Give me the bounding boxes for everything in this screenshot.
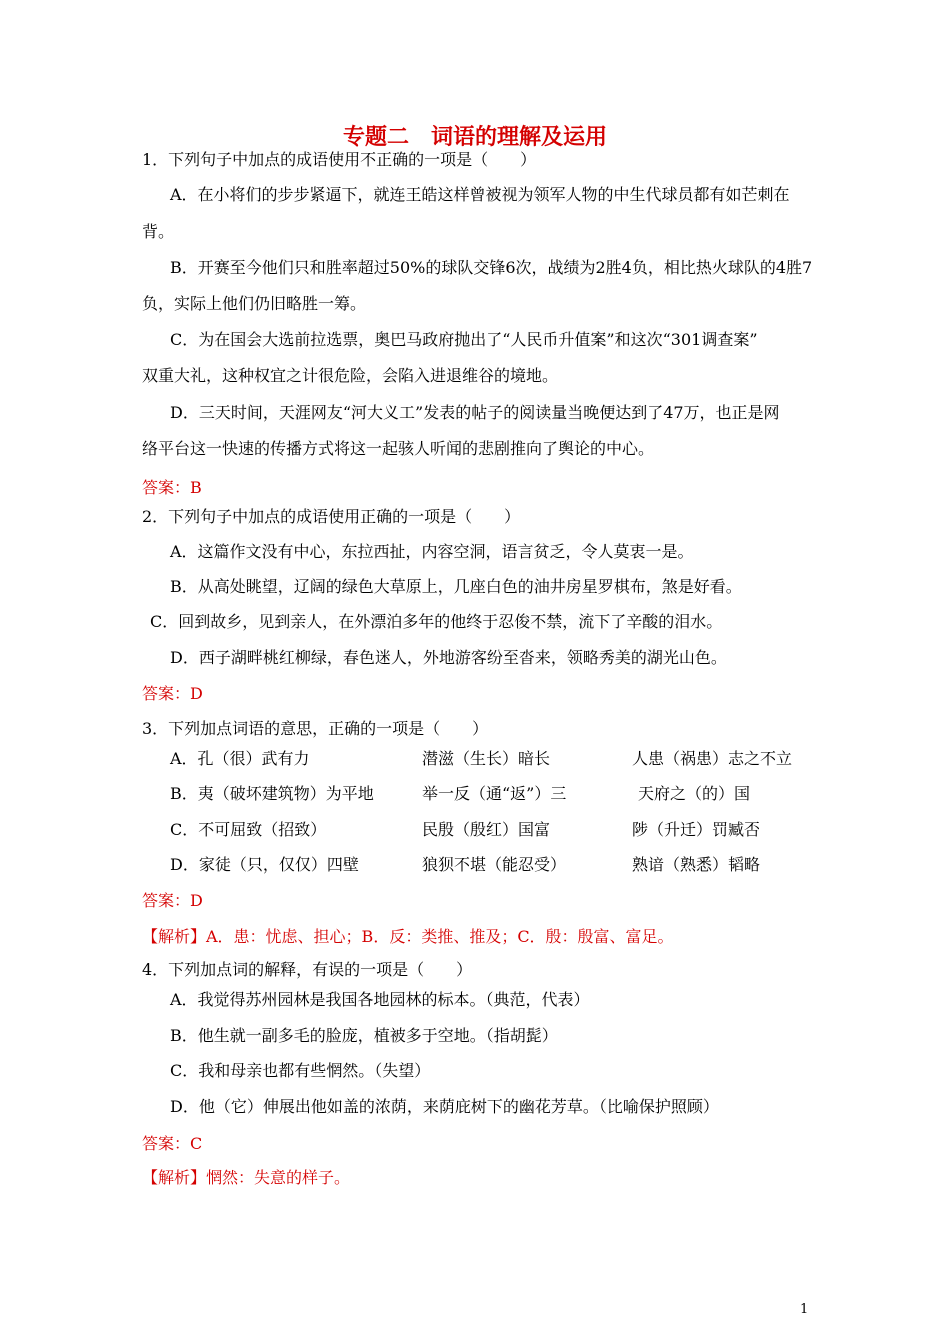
question-3-row-b-col-2: 举一反（通“返”）三	[422, 784, 567, 803]
question-1-option-b: B．开赛至今他们只和胜率超过50%的球队交锋6次，战绩为2胜4负，相比热火球队的4胜7	[170, 258, 813, 277]
question-4-option-a: A．我觉得苏州园林是我国各地园林的标本。（典范，代表）	[170, 990, 590, 1009]
question-3-row-d-col-2: 狼狈不堪（能忍受）	[422, 855, 567, 874]
question-4-answer: 答案：C	[142, 1134, 203, 1153]
question-4-option-b: B．他生就一副多毛的脸庞，植被多于空地。（指胡髭）	[170, 1026, 558, 1045]
page-title: 专题二 词语的理解及运用	[342, 125, 607, 150]
question-1-option-a: A．在小将们的步步紧逼下，就连王皓这样曾被视为领军人物的中生代球员都有如芒刺在	[170, 185, 790, 204]
question-2-stem: 2．下列句子中加点的成语使用正确的一项是（ ）	[142, 507, 521, 526]
question-3-row-d-col-3: 熟谙（熟悉）韬略	[632, 855, 761, 874]
question-3-row-d-col-1: D．家徒（只，仅仅）四壁	[170, 855, 359, 874]
question-1-option-c-cont: 双重大礼，这种权宜之计很危险，会陷入进退维谷的境地。	[142, 366, 559, 385]
question-3-stem: 3．下列加点词语的意思，正确的一项是（ ）	[142, 719, 489, 738]
question-3-row-b-col-3: 天府之（的）国	[638, 784, 751, 803]
question-3-row-a-col-2: 潜滋（生长）暗长	[422, 749, 551, 768]
question-2-option-d: D．西子湖畔桃红柳绿，春色迷人，外地游客纷至沓来，领略秀美的湖光山色。	[170, 648, 727, 667]
question-4-option-c: C．我和母亲也都有些惘然。（失望）	[170, 1061, 431, 1080]
question-3-row-a-col-1: A．孔（很）武有力	[170, 749, 310, 768]
question-3-row-c-col-1: C．不可屈致（招致）	[170, 820, 327, 839]
question-3-analysis: 【解析】A．患：忧虑、担心；B．反：类推、推及；C．殷：殷富、富足。	[142, 927, 674, 946]
question-4-analysis: 【解析】惘然：失意的样子。	[142, 1168, 351, 1187]
question-1-option-b-cont: 负，实际上他们仍旧略胜一筹。	[142, 294, 367, 313]
question-2-option-a: A．这篇作文没有中心，东拉西扯，内容空洞，语言贫乏，令人莫衷一是。	[170, 542, 694, 561]
question-1-option-a-cont: 背。	[142, 222, 175, 241]
question-1-answer: 答案：B	[142, 478, 202, 497]
question-4-stem: 4．下列加点词的解释，有误的一项是（ ）	[142, 960, 473, 979]
question-1-stem: 1．下列句子中加点的成语使用不正确的一项是（ ）	[142, 150, 537, 169]
question-2-answer: 答案：D	[142, 684, 203, 703]
page-number: 1	[800, 1302, 809, 1317]
question-1-option-d-cont: 络平台这一快速的传播方式将这一起骇人听闻的悲剧推向了舆论的中心。	[142, 439, 655, 458]
question-1-option-c: C．为在国会大选前拉选票，奥巴马政府抛出了“人民币升值案”和这次“301调查案”	[170, 330, 758, 349]
question-1-option-d: D．三天时间，天涯网友“河大义工”发表的帖子的阅读量当晚便达到了47万，也正是网	[170, 403, 780, 422]
question-3-answer: 答案：D	[142, 891, 203, 910]
question-2-option-b: B．从高处眺望，辽阔的绿色大草原上，几座白色的油井房星罗棋布，煞是好看。	[170, 577, 742, 596]
question-4-option-d: D．他（它）伸展出他如盖的浓荫，来荫庇树下的幽花芳草。（比喻保护照顾）	[170, 1097, 719, 1116]
question-3-row-b-col-1: B．夷（破坏建筑物）为平地	[170, 784, 374, 803]
question-2-option-c: C．回到故乡，见到亲人，在外漂泊多年的他终于忍俊不禁，流下了辛酸的泪水。	[150, 612, 723, 631]
question-3-row-a-col-3: 人患（祸患）志之不立	[632, 749, 793, 768]
question-3-row-c-col-2: 民殷（殷红）国富	[422, 820, 551, 839]
question-3-row-c-col-3: 陟（升迁）罚臧否	[632, 820, 761, 839]
